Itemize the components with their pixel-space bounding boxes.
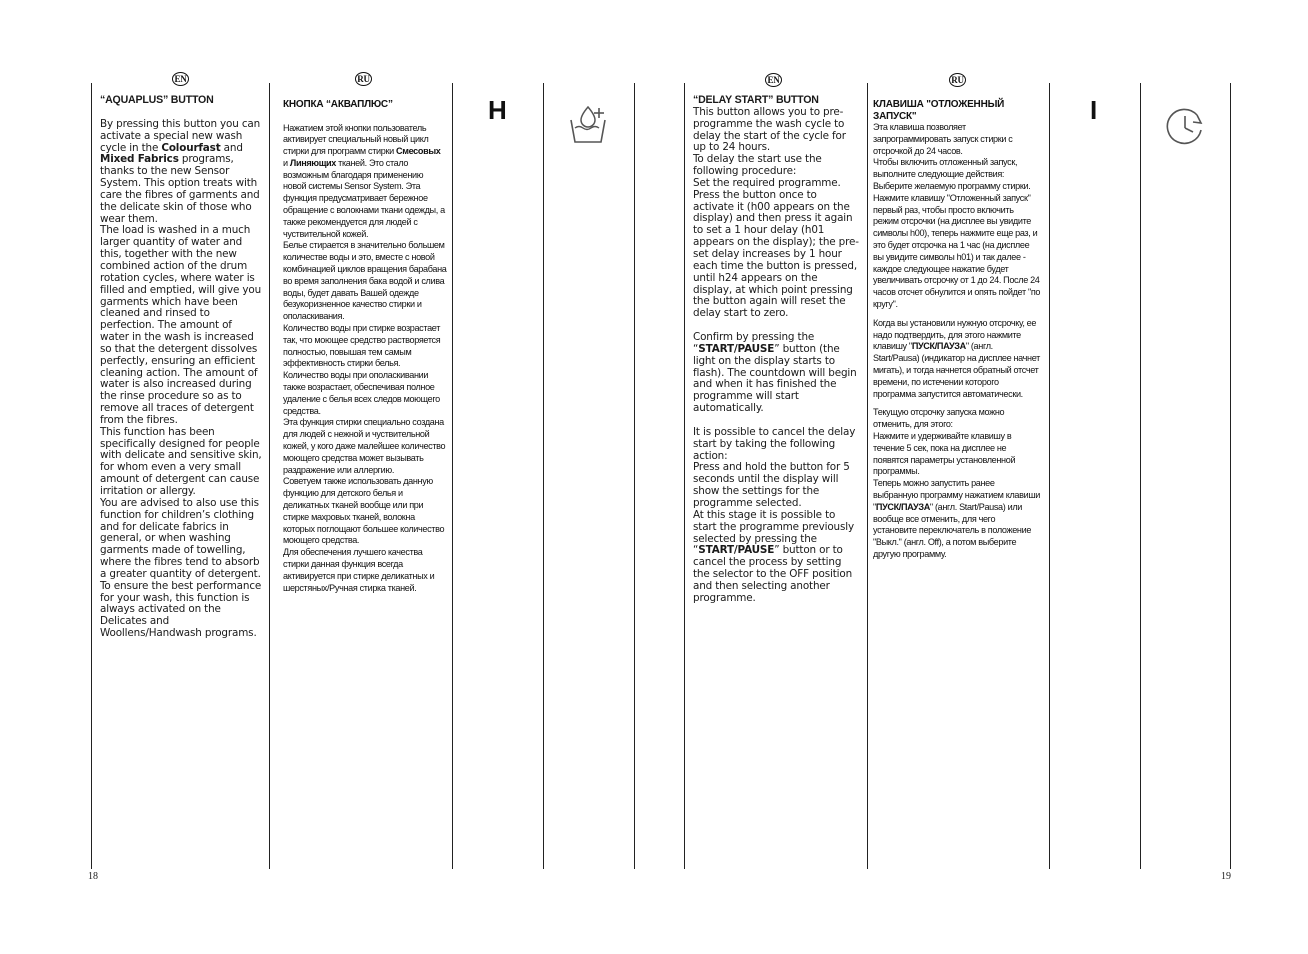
delay-start-ru-paragraph: Эта клавиша позволяет запрограммировать запуск стирки с отсрочкой до 24 часов. [873,122,1013,156]
language-badge-ru: RU [949,73,966,87]
delay-start-ru-paragraph: Нажмите и удерживайте клавишу в течение 5 сек, пока на дисплее не появятся параметры установленной программы. [873,430,1016,477]
aquaplus-en-paragraph: To ensure the best performance for your wash, this function is always activated on the Delicates and Woollens/Handwash programs. [100,579,262,640]
aquaplus-ru-paragraph: Эта функция стирки специально создана для людей с нежной и чуствительной кожей, у кого даже малейшее количество моющего средства может вызывать раздражение или аллергию. [283,417,446,475]
aquaplus-ru-paragraph: Белье стирается в значительно большем количестве воды и это, вместе с новой комбинацией циклов вращения барабана во время заполнения бака водой и слива воды, будет давать Вашей одежде безукоризненное качество стирки и ополаскивания. [283,240,447,322]
aquaplus-ru-column [283,99,447,594]
language-badge-en: EN [172,72,189,86]
delay-start-ru-paragraph: Выберите желаемую программу стирки. [873,180,1031,191]
aquaplus-en-column [100,95,262,640]
delay-start-ru-paragraph: Нажмите клавишу "Отложенный запуск" первый раз, чтобы просто включить режим отсрочки (на дисплее вы увидите символы h00), теперь нажмите еще раз, и это будет отсрочка на 1 час (на дисплее вы увидите символы h01) и так далее - каждое следующее нажатие будет увеличивать отсрочку от 1 до 24. После 24 часов отсчет обнулится и опять пойдет "по кругу". [873,192,1041,309]
aquaplus-ru-paragraph: Советуем также использовать данную функцию для детского белья и деликатных тканей вообще или при стирке махровых тканей, волокна которых поглощают большее количество моющего средства. [283,476,445,546]
delay-start-en-paragraph: Confirm by pressing the “START/PAUSE” button (the light on the display starts to flash). The countdown will begin and when it has finished the programme will start automatically. [693,331,857,415]
aquaplus-en-paragraph: You are advised to also use this function for children’s clothing and for delicate fabrics in general, or when washing garments made of towelling, where the fibres tend to absorb a greater quantity of detergent. [100,496,261,580]
delay-clock-icon [1164,106,1206,153]
delay-start-ru-heading: КЛАВИША "ОТЛОЖЕННЫЙ ЗАПУСК" [873,99,1005,122]
aquaplus-ru-paragraph: Нажатием этой кнопки пользователь активирует специальный новый цикл стирки для программ стирки Смесовых и Линяющих тканей. Это стало возможным благодаря применению новой системы Sensor System. Эта функция предусматривает бережное обращение с волокнами ткани одежды, а также рекомендуется для людей с чуствительной кожей. [283,122,445,239]
column-divider [1230,83,1231,869]
delay-start-en-paragraph: At this stage it is possible to start the programme previously selected by pressing the “START/PAUSE” button or to cancel the process by setting the selector to the OFF position and then selecting another programme. [693,508,854,604]
column-divider [867,83,868,869]
column-divider [634,83,635,869]
aquaplus-en-paragraph: The load is washed in a much larger quantity of water and this, together with the new combined action of the drum rotation cycles, where water is filled and emptied, will give you garments which have been cleaned and rinsed to perfection. The amount of water in the wash is increased so that the detergent dissolves perfectly, ensuring an efficient cleaning action. The amount of water is also increased during the rinse procedure so as to remove all traces of detergent from the fibres. [100,224,262,426]
column-divider [452,83,453,869]
column-divider [91,83,92,869]
wash-tub-plus-icon [569,104,607,149]
column-divider [1140,83,1141,869]
delay-start-en-paragraph: Press and hold the button for 5 seconds until the display will show the settings for the programme selected. [693,461,850,509]
aquaplus-en-paragraph: By pressing this button you can activate a special new wash cycle in the Colourfast and Mixed Fabrics programs, thanks to the new Sensor System. This option treats with care the fibres of garments and the delicate skin of those who wear them. [100,117,261,225]
section-letter-h: H [488,95,507,125]
delay-start-en-paragraph: Set the required programme. [693,176,841,189]
delay-start-en-heading: “DELAY START” BUTTON [693,94,819,106]
column-divider [269,83,270,869]
page-number-right: 19 [1221,871,1231,882]
delay-start-ru-paragraph: Чтобы включить отложенный запуск, выполните следующие действия: [873,157,1018,180]
language-badge-en: EN [765,73,782,87]
page-number-left: 18 [88,871,98,882]
section-letter-i: I [1090,95,1098,125]
delay-start-en-column [693,95,859,605]
aquaplus-ru-paragraph: Количество воды при ополаскивании также возрастает, обеспечивая полное удаление с белья всех следов моющего средства. [283,370,440,416]
delay-start-en-paragraph: It is possible to cancel the delay start by taking the following action: [693,425,856,462]
language-badge-ru: RU [355,72,372,86]
column-divider [1049,83,1050,869]
delay-start-ru-paragraph: Когда вы установили нужную отсрочку, ее надо подтвердить, для этого нажмите клавишу "ПУСК/ПАУЗА" (англ. Start/Pausa) (индикатор на дисплее начнет мигать), и тогда начнется обратный отсчет времени, по истечении которого программа запустится автоматически. [873,317,1040,399]
delay-start-en-paragraph: Press the button once to activate it (h00 appears on the display) and then press it again to set a 1 hour delay (h01 appears on the display); the pre-set delay increases by 1 hour each time the button is pressed, until h24 appears on the display, at which point pressing the button again will reset the delay start to zero. [693,188,859,320]
column-divider [684,83,685,869]
column-divider [543,83,544,869]
delay-start-ru-column [873,99,1041,561]
delay-start-en-paragraph: To delay the start use the following procedure: [693,153,822,178]
aquaplus-en-paragraph: This function has been specifically designed for people with delicate and sensitive skin, for whom even a very small amount of detergent can cause irritation or allergy. [100,425,262,497]
delay-start-ru-paragraph: Текущую отсрочку запуска можно отменить, для этого: [873,407,1005,430]
aquaplus-ru-heading: КНОПКА “АКВАПЛЮС” [283,99,393,110]
delay-start-en-paragraph: This button allows you to pre-programme the wash cycle to delay the start of the cycle for up to 24 hours. [693,105,846,154]
aquaplus-ru-paragraph: Количество воды при стирке возрастает так, что моющее средство растворяется полностью, повышая тем самым эффективность стирки белья. [283,323,441,369]
delay-start-ru-paragraph: Теперь можно запустить ранее выбранную программу нажатием клавиши "ПУСК/ПАУЗА" (англ. Start/Pausa) или вообще все отменить, для чего установите переключатель в положение "Выкл." (англ. Off), а потом выберите другую программу. [873,478,1041,559]
aquaplus-ru-paragraph: Для обеспечения лучшего качества стирки данная функция всегда активируется при стирке деликатных и шерстяных/Ручная стирка тканей. [283,547,435,593]
aquaplus-en-heading: “AQUAPLUS” BUTTON [100,94,214,106]
